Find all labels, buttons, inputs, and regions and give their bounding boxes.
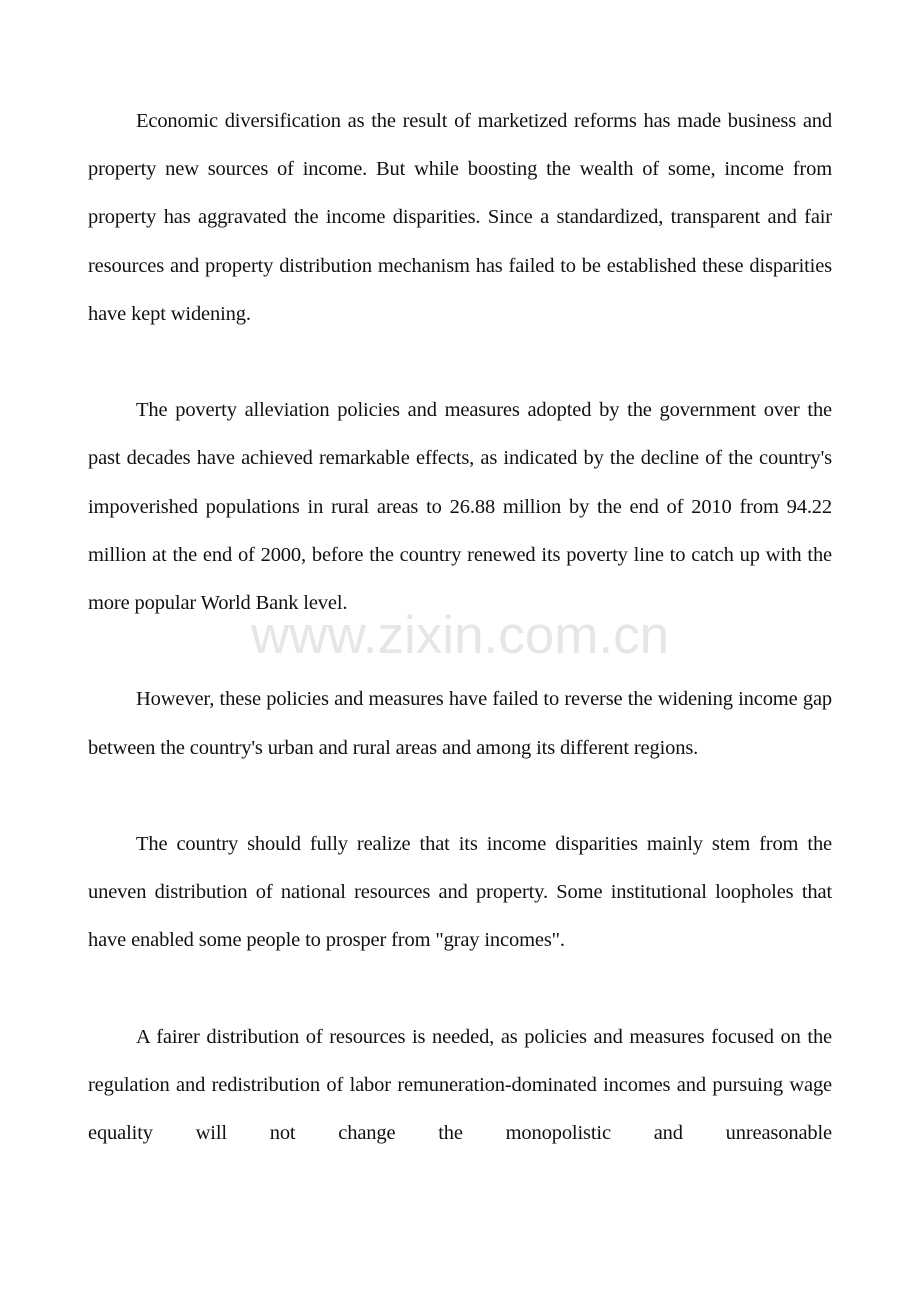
paragraph-fairer-distribution: A fairer distribution of resources is needed, as policies and measures focused on the regulation and redistribution of labor remuneration-dominated incomes and pursuing wage equality will not change the monopolistic and unreasonable — [88, 1025, 832, 1145]
document-page — [88, 97, 832, 1206]
paragraph-income-gap: However, these policies and measures have failed to reverse the widening income gap between the country's urban and rural areas and among its different regions. — [88, 688, 832, 759]
paragraph-poverty-alleviation: The poverty alleviation policies and measures adopted by the government over the past decades have achieved remarkable effects, as indicated by the decline of the country's impoverished populations in rural areas to 26.88 million by the end of 2010 from 94.22 million at the end of 2000, before the country renewed its poverty line to catch up with the more popular World Bank level. — [88, 399, 832, 615]
paragraph-economic-diversification: Economic diversification as the result of marketized reforms has made business and property new sources of income. But while boosting the wealth of some, income from property has aggravated the income disparities. Since a standardized, transparent and fair resources and property distribution mechanism has failed to be established these disparities have kept widening. — [88, 110, 832, 325]
watermark-text: www.zixin.com.cn — [250, 606, 670, 665]
paragraph-income-disparities-source: The country should fully realize that its income disparities mainly stem from the uneven distribution of national resources and property. Some institutional loopholes that have enabled some people to prosper from "gray incomes". — [88, 833, 832, 952]
